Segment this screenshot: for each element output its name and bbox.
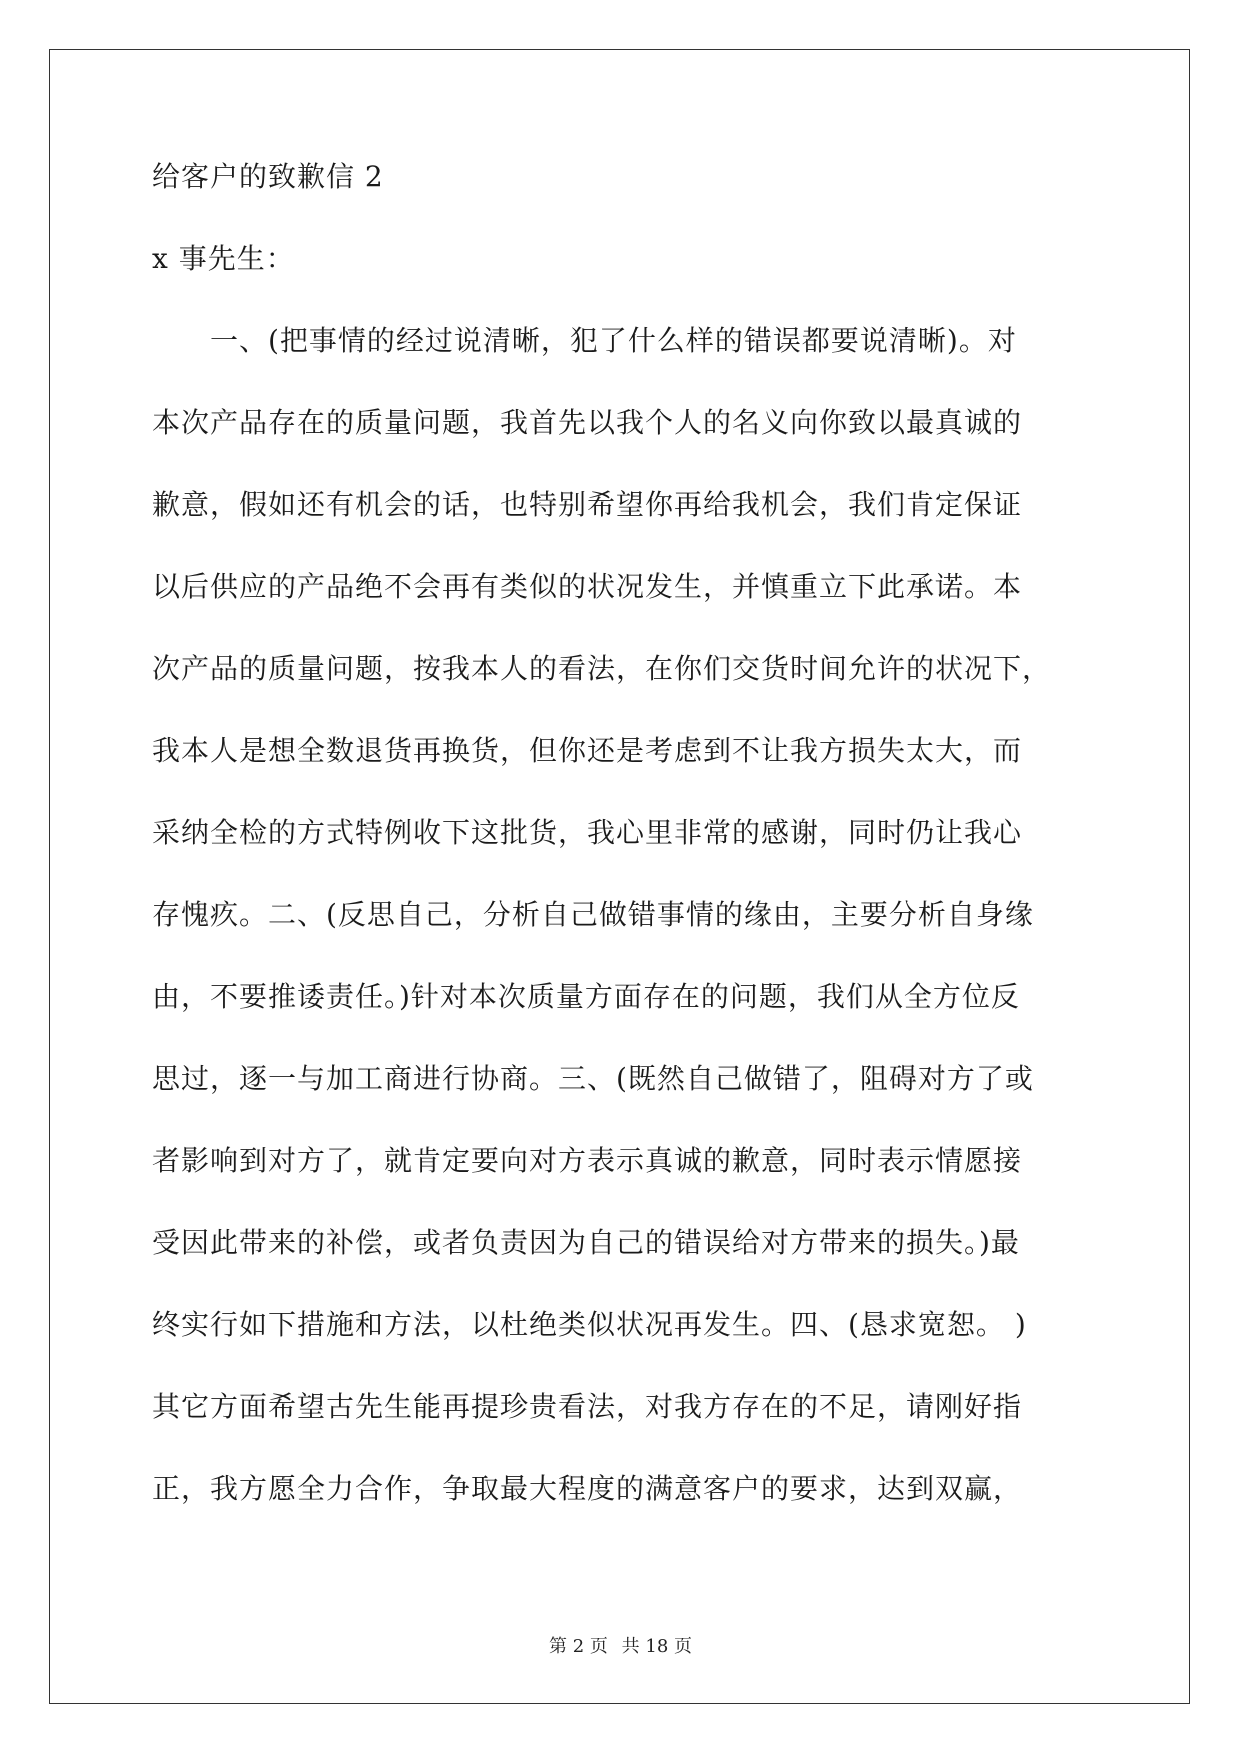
body-line: 存愧疚。二、(反思自己，分析自己做错事情的缘由，主要分析自身缘 (152, 898, 1034, 931)
body-line: 正，我方愿全力合作，争取最大程度的满意客户的要求，达到双赢， (152, 1472, 1023, 1505)
body-line: 一、(把事情的经过说清晰，犯了什么样的错误都要说清晰)。对 (152, 324, 1017, 357)
document-body (152, 162, 1098, 1556)
salutation: x 事先生： (152, 242, 295, 275)
body-line: 本次产品存在的质量问题，我首先以我个人的名义向你致以最真诚的 (152, 406, 1023, 439)
body-line: 受因此带来的补偿，或者负责因为自己的错误给对方带来的损失。)最 (152, 1226, 1020, 1259)
body-line: 终实行如下措施和方法，以杜绝类似状况再发生。四、(恳求宽恕。 ) (152, 1308, 1027, 1341)
body-line: 采纳全检的方式特例收下这批货，我心里非常的感谢，同时仍让我心 (152, 816, 1023, 849)
document-title: 给客户的致歉信 2 (152, 160, 384, 193)
page-number: 第 2 页 (549, 1636, 608, 1657)
body-line: 由，不要推诿责任。)针对本次质量方面存在的问题，我们从全方位反 (152, 980, 1020, 1013)
page-footer (0, 1632, 1241, 1658)
page-total: 共 18 页 (621, 1636, 692, 1657)
body-line: 思过，逐一与加工商进行协商。三、(既然自己做错了，阻碍对方了或 (152, 1062, 1034, 1095)
body-line: 以后供应的产品绝不会再有类似的状况发生，并慎重立下此承诺。本 (152, 570, 1023, 603)
body-line: 者影响到对方了，就肯定要向对方表示真诚的歉意，同时表示情愿接 (152, 1144, 1023, 1177)
body-line: 我本人是想全数退货再换货，但你还是考虑到不让我方损失太大，而 (152, 734, 1023, 767)
body-line: 次产品的质量问题，按我本人的看法，在你们交货时间允许的状况下， (152, 652, 1052, 685)
body-line: 歉意，假如还有机会的话，也特别希望你再给我机会，我们肯定保证 (152, 488, 1023, 521)
body-line: 其它方面希望古先生能再提珍贵看法，对我方存在的不足，请刚好指 (152, 1390, 1023, 1423)
